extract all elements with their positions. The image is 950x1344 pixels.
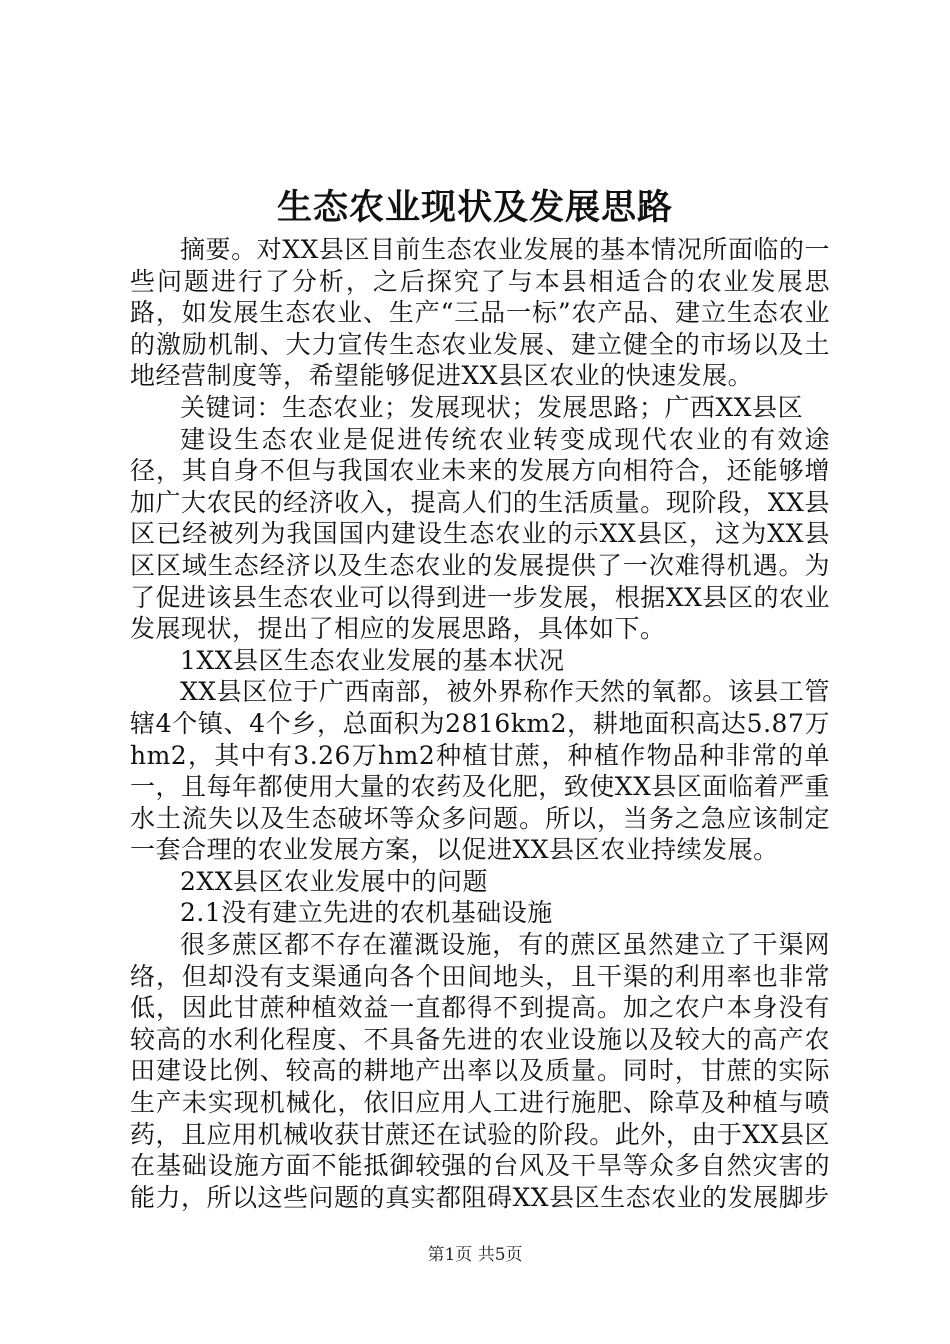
intro-paragraph: 建设生态农业是促进传统农业转变成现代农业的有效途径，其自身不但与我国农业未来的发展方向相符合，还能够增加广大农民的经济收入，提高人们的生活质量。现阶段，XX县区已经被列为我国国内建设生态农业的示XX县区，这为XX县区区域生态经济以及生态农业的发展提供了一次难得机遇。为了促进该县生态农业可以得到进一步发展，根据XX县区的农业发展现状，提出了相应的发展思路，具体如下。 <box>130 424 830 644</box>
subsection-heading-2-1: 2.1没有建立先进的农机基础设施 <box>180 898 553 928</box>
document-body <box>130 234 830 1213</box>
page-number-footer: 第1页 共5页 <box>427 1245 523 1265</box>
section-heading-1: 1XX县区生态农业发展的基本状况 <box>180 645 565 675</box>
section-heading-2: 2XX县区农业发展中的问题 <box>180 866 489 896</box>
abstract-paragraph: 摘要。对XX县区目前生态农业发展的基本情况所面临的一些问题进行了分析，之后探究了与本县相适合的农业发展思路，如发展生态农业、生产“三品一标”农产品、建立生态农业的激励机制、大力宣传生态农业发展、建立健全的市场以及土地经营制度等，希望能够促进XX县区农业的快速发展。 <box>130 235 830 391</box>
section-2-1-paragraph: 很多蔗区都不存在灌溉设施，有的蔗区虽然建立了干渠网络，但却没有支渠通向各个田间地头，且干渠的利用率也非常低，因此甘蔗种植效益一直都得不到提高。加之农户本身没有较高的水利化程度、不具备先进的农业设施以及较大的高产农田建设比例、较高的耕地产出率以及质量。同时，甘蔗的实际生产未实现机械化，依旧应用人工进行施肥、除草及种植与喷药，且应用机械收获甘蔗还在试验的阶段。此外，由于XX县区在基础设施方面不能抵御较强的台风及干旱等众多自然灾害的能力，所以这些问题的真实都阻碍XX县区生态农业的发展脚步 <box>130 930 830 1212</box>
section-1-paragraph: XX县区位于广西南部，被外界称作天然的氧都。该县工管辖4个镇、4个乡，总面积为2816km2，耕地面积高达5.87万hm2，其中有3.26万hm2种植甘蔗，种植作物品种非常的单一，且每年都使用大量的农药及化肥，致使XX县区面临着严重水土流失以及生态破坏等众多问题。所以，当务之急应该制定一套合理的农业发展方案，以促进XX县区农业持续发展。 <box>130 677 830 865</box>
document-title: 生态农业现状及发展思路 <box>276 187 673 228</box>
keywords-paragraph: 关键词：生态农业；发展现状；发展思路；广西XX县区 <box>180 392 804 422</box>
